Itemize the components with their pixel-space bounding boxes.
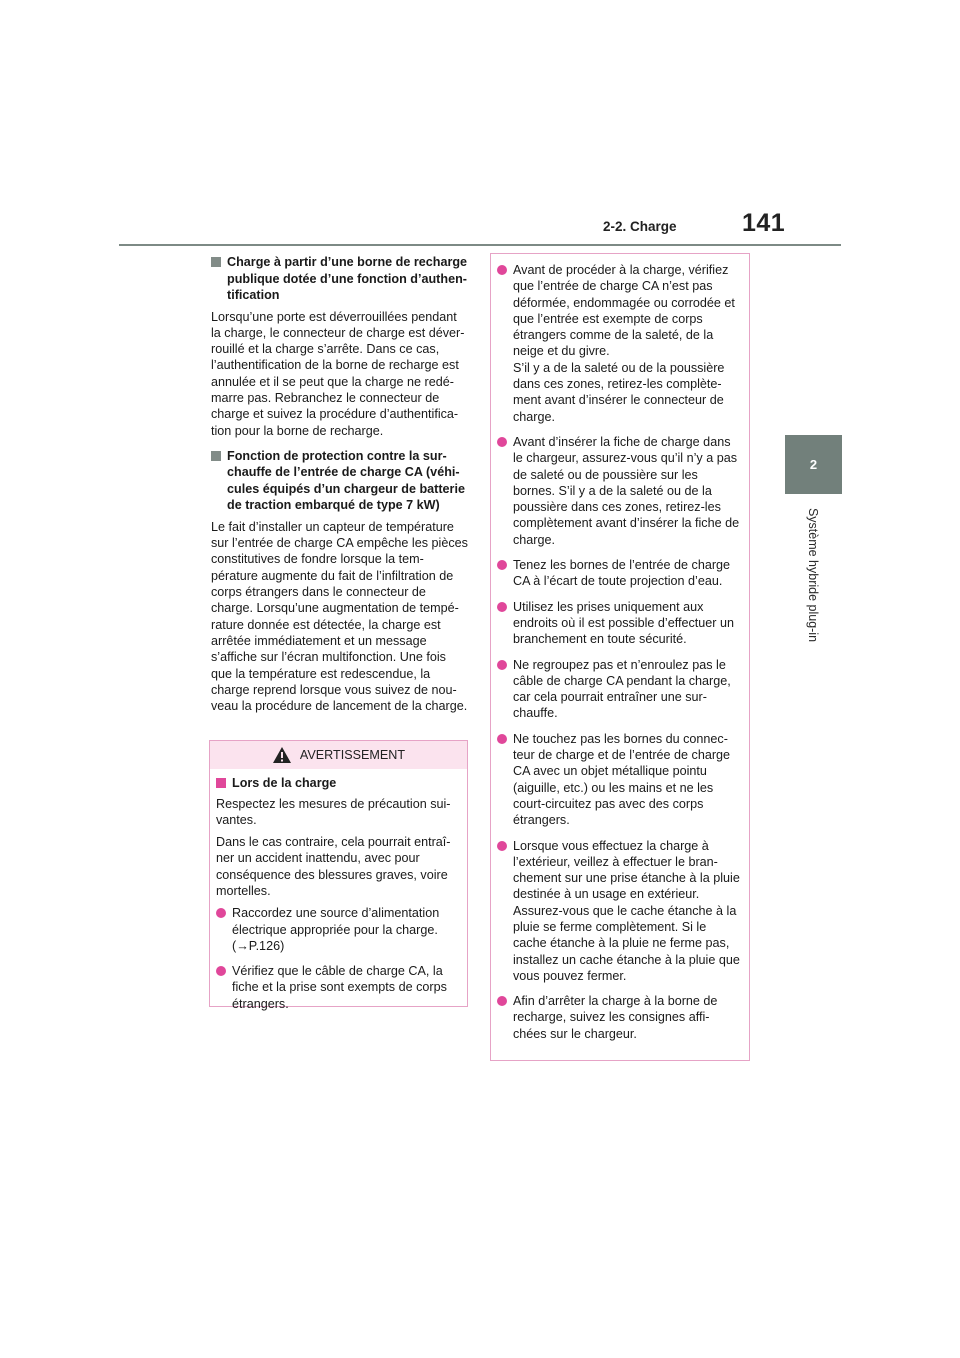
section2-heading: Fonction de protection contre la sur-chauffe de l’entrée de charge CA (véhi-cules équipés d’un chargeur de batterie de traction embarqué de type 7 kW)	[227, 448, 465, 513]
bullet-dot-icon	[497, 560, 507, 570]
warning-bullet	[497, 434, 743, 548]
chapter-title: Système hybride plug-in	[806, 507, 821, 643]
warning-bullet	[216, 905, 461, 954]
warning-bullet	[497, 599, 743, 648]
chapter-number: 2	[809, 457, 818, 472]
warning-bullet	[497, 657, 743, 722]
bullet-dot-icon	[497, 734, 507, 744]
bullet-dot-icon	[497, 841, 507, 851]
bullet-dot-icon	[216, 908, 226, 918]
left-column	[211, 254, 469, 720]
section1-text: Lorsqu’une porte est déverrouillées pendant la charge, le connecteur de charge est déver-rouillé et la charge s’arrête. Dans ce cas, l’authentification de la borne de recharge est annulée et il se peut que la charge ne redé-marre pas. Rebranchez le connecteur de charge et suivez la procédure d’authentifica-tion pour la borne de recharge.	[211, 309, 465, 438]
warning-bullet	[216, 963, 461, 1012]
warning-header	[210, 741, 467, 769]
chapter-side-label	[788, 500, 838, 650]
header-divider	[119, 244, 841, 246]
chapter-tab	[785, 435, 842, 494]
bullet-dot-icon	[216, 966, 226, 976]
bullet-text: Lorsque vous effectuez la charge à l’extérieur, veillez à effectuer le bran-chement sur une prise étanche à la pluie destinée à un usage en extérieur. Assurez-vous que le cache étanche à la pluie se ferme complètement. Si le cache étanche à la pluie ne ferme pas, installez un cache étanche à la pluie que vous pouvez fermer.	[513, 838, 740, 983]
warning-para: Dans le cas contraire, cela pourrait entraî-ner un accident inattendu, avec pour conséquence des blessures graves, voire mortelles.	[216, 835, 451, 898]
bullet-dot-icon	[497, 602, 507, 612]
bullet-text: Ne regroupez pas et n’enroulez pas le câble de charge CA pendant la charge, car cela pourrait entraîner une sur-chauffe.	[513, 657, 731, 721]
bullet-dot-icon	[497, 660, 507, 670]
warning-bullet	[497, 838, 743, 985]
warning-subheading-text: Lors de la charge	[232, 776, 337, 790]
header-section-title: 2-2. Charge	[603, 219, 677, 234]
square-bullet-icon	[216, 778, 226, 788]
warning-bullet	[497, 731, 743, 829]
section2-text: Le fait d’installer un capteur de température sur l’entrée de charge CA empêche les pièces constitutives de fondre lorsque la tem-pérature augmente du fait de l’infiltration de corps étrangers dans le connecteur de charge. Lorsqu’une augmentation de tempé-rature donnée est détectée, la charge est arrêtée immédiatement et un message s’affiche sur l’écran multifonction. Une fois que la température est redescendue, la charge reprend lorsque vous suivez de nou-veau la procédure de lancement de la charge.	[211, 519, 468, 714]
bullet-text: Vérifiez que le câble de charge CA, la fiche et la prise sont exempts de corps étrangers.	[232, 964, 447, 1011]
bullet-dot-icon	[497, 996, 507, 1006]
square-bullet-icon	[211, 451, 221, 461]
section-heading	[211, 254, 469, 304]
square-bullet-icon	[211, 257, 221, 267]
warning-title: AVERTISSEMENT	[299, 748, 406, 762]
warning-bullet	[497, 557, 743, 590]
warning-triangle-icon	[272, 746, 292, 764]
warning-body	[210, 769, 467, 1012]
warning-subheading	[216, 775, 461, 792]
bullet-text: Tenez les bornes de l’entrée de charge CA à l’écart de toute projection d’eau.	[513, 558, 731, 589]
bullet-text: Ne touchez pas les bornes du connec-teur de charge et de l’entrée de charge CA avec un objet métallique pointu (aiguille, etc.) ou les mains et ne les court-circuitez pas avec des corps étrangers.	[513, 731, 731, 828]
bullet-text: Utilisez les prises uniquement aux endroits où il est possible d’effectuer un branchement en toute sécurité.	[513, 599, 734, 647]
bullet-text: Avant d’insérer la fiche de charge dans le chargeur, assurez-vous qu’il n’y a pas de saleté ou de poussière sur les bornes. S’il y a de la saleté ou de la poussière dans ces zones, retirez-les complètement avant d’insérer la fiche de charge.	[513, 434, 740, 547]
section1-heading: Charge à partir d’une borne de recharge publique dotée d’une fonction d’authen-tification	[227, 255, 468, 302]
section-heading	[211, 448, 469, 514]
bullet-text: Raccordez une source d’alimentation électrique appropriée pour la charge. (→P.126)	[232, 906, 440, 953]
bullet-dot-icon	[497, 265, 507, 275]
warning-para: Respectez les mesures de précaution sui-vantes.	[216, 796, 451, 827]
page-number: 141	[742, 209, 786, 237]
warning-bullet	[497, 993, 743, 1042]
warning-box	[209, 740, 468, 1011]
bullet-text: Afin d’arrêter la charge à la borne de recharge, suivez les consignes affi-chées sur le chargeur.	[513, 994, 718, 1041]
bullet-dot-icon	[497, 437, 507, 447]
warning-bullet	[497, 262, 743, 425]
warning-continued-box	[490, 253, 750, 1061]
bullet-text: Avant de procéder à la charge, vérifiez que l’entrée de charge CA n’est pas déformée, endommagée ou corrodée et que l’entrée est exempte de corps étrangers comme de la saleté, de la neige et du givre. S’il y a de la saleté ou de la poussière dans ces zones, retirez-les complète-ment avant d’insérer le connecteur de charge.	[513, 263, 735, 424]
